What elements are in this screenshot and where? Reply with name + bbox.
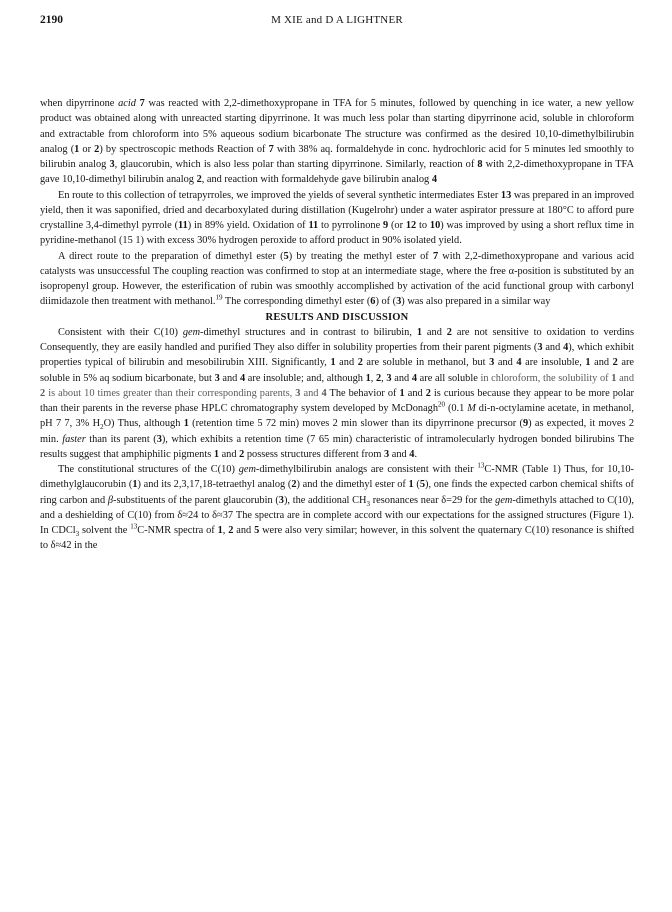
paragraph: Consistent with their C(10) gem-dimethyl structures and in contrast to bilirubin, 1 and 2 are not sensitive to oxidation to verdins Consequently, they are easily handled and purified They also differ in solubility properties from their parent pigments (3 and 4), which exhibit properties typical of bilirubin and mesobilirubin XIII. Significantly, 1 and 2 are soluble in methanol, but 3 and 4 are insoluble, 1 and 2 are soluble in 5% aq sodium bicarbonate, but 3 and 4 are insoluble; and, although 1, 2, 3 and 4 are all soluble in chloroform, the solubility of 1 and 2 is about 10 times greater than their corresponding parents, 3 and 4 The behavior of 1 and 2 is curious because they appear to be more polar than their parents in the reverse phase HPLC chromatography system developed by McDonagh$^{20}$ (0.1 M di-n-octylamine acetate, in methanol, pH 7 7, 3% $H_2O$) Thus, although 1 (retention time 5 72 min) moves 2 min slower than its dipyrrinone precursor (9) as expected, it moves 2 min. faster than its parent (3), which exhibits a retention time (7 65 min) characteristic of intramolecularly hydrogen bonded bilirubins The results suggest that amphiphilic pigments 1 and 2 possess structures different from 3 and 4. [40, 326, 635, 460]
page-header [40, 14, 634, 34]
article-body [40, 96, 634, 554]
running-head: M XIE and D A LIGHTNER [271, 14, 403, 26]
section-heading: RESULTS AND DISCUSSION [265, 311, 409, 323]
page-number: 2190 [40, 14, 63, 26]
paragraph: The constitutional structures of the C(10) gem-dimethylbilirubin analogs are consistent with their $^{13}$C-NMR (Table 1) Thus, for 10,10-dimethylglaucorubin (1) and its 2,3,17,18-tetraethyl analog (2) and the dimethyl ester of 1 (5), one finds the expected carbon chemical shifts of ring carbon and β-substituents of the parent glaucorubin (3), the additional $CH_3$ resonances near δ=29 for the gem-dimethyls attached to C(10), and a deshielding of C(10) from δ≈24 to δ≈37 The spectra are in complete accord with our expectations for the assigned structures (Figure 1). In CDCl$_3$ solvent the $^{13}$C-NMR spectra of 1, 2 and 5 were also very similar; however, in this solvent the quaternary C(10) resonance is shifted to δ≈42 in the [40, 461, 635, 552]
paragraph: A direct route to the preparation of dimethyl ester (5) by treating the methyl ester of 7 with 2,2-dimethoxypropane and various acid catalysts was unsuccessful The coupling reaction was confirmed to stop at an intermediate stage, where the free α-position is substituted by an isopropenyl group. However, the esterification of rubin was smoothly accomplished by activation of the acid functional group with carbonyl diimidazole then treatment with methanol.$^{19}$ The corresponding dimethyl ester (6) of (3) was also prepared in a similar way [40, 250, 634, 308]
paragraph: En route to this collection of tetrapyrroles, we improved the yields of several synthetic intermediates Ester 13 was prepared in an improved yield, then it was saponified, dried and decarboxylated during distillation (Kugelrohr) under a water aspirator pressure at 180°C to afford pure crystalline 3,4-dimethyl pyrrole (11) in 89% yield. Oxidation of 11 to pyrrolinone 9 (or 12 to 10) was improved by using a short reflux time in pyridine-methanol (15 1) with excess 30% hydrogen peroxide to afford product in 90% isolated yield. [40, 189, 634, 247]
paragraph: when dipyrrinone acid 7 was reacted with 2,2-dimethoxypropane in TFA for 5 minutes, followed by quenching in ice water, a new yellow product was obtained along with unreacted starting dipyrrinone. It was much less polar than starting dipyrrinone acid, soluble in chloroform and extractable from chloroform into 5% aqueous sodium bicarbonate The structure was confirmed as the desired 10,10-dimethylbilirubin analog (1 or 2) by spectroscopic methods Reaction of 7 with 38% aq. formaldehyde in conc. hydrochloric acid for 5 minutes led smoothly to bilirubin analog 3, glaucorubin, which is also less polar than starting dipyrrinone. Similarly, reaction of 8 with 2,2-dimethoxypropane in TFA gave 10,10-dimethyl bilirubin analog 2, and reaction with formaldehyde gave bilirubin analog 4 [40, 98, 634, 186]
